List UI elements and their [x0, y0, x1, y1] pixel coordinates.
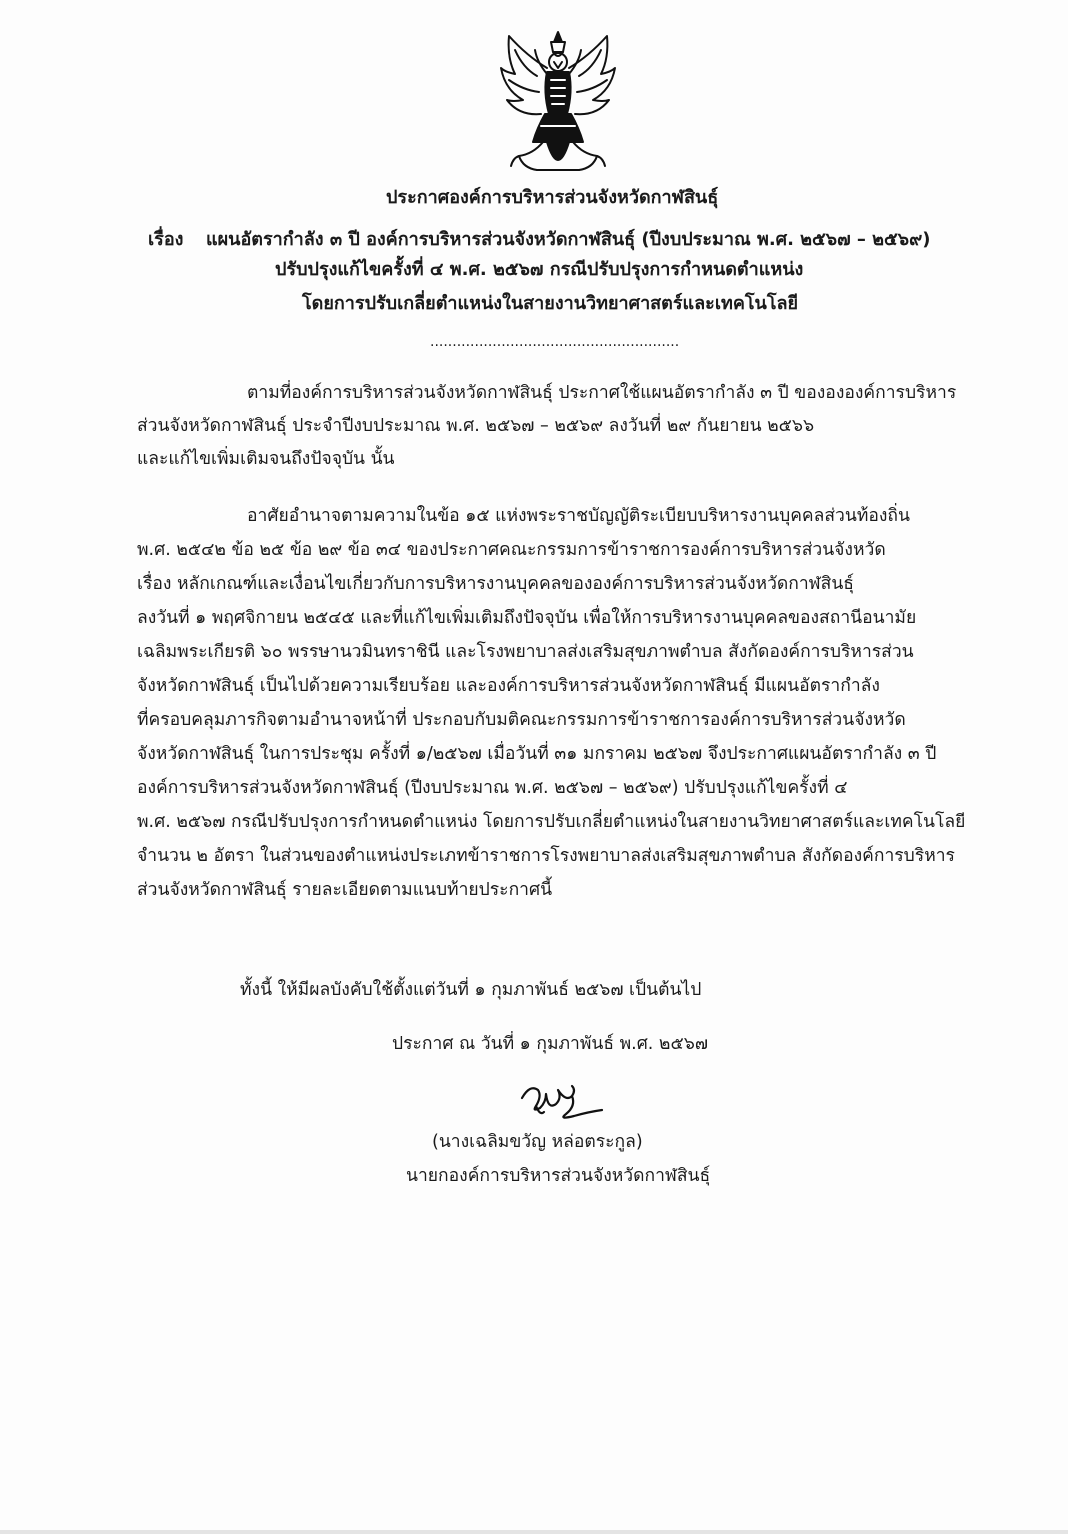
- paragraph1-line: ตามที่องค์การบริหารส่วนจังหวัดกาฬสินธุ์ ประกาศใช้แผนอัตรากำลัง ๓ ปี ของององค์การบริหาร: [247, 383, 957, 403]
- effective-date: ทั้งนี้ ให้มีผลบังคับใช้ตั้งแต่วันที่ ๑ กุมภาพันธ์ ๒๕๖๗ เป็นต้นไป: [240, 980, 702, 1000]
- announced-date: ประกาศ ณ วันที่ ๑ กุมภาพันธ์ พ.ศ. ๒๕๖๗: [392, 1034, 708, 1054]
- signature-mark: [516, 1072, 608, 1128]
- page-bottom-edge: [0, 1530, 1068, 1534]
- paragraph2-line: องค์การบริหารส่วนจังหวัดกาฬสินธุ์ (ปีงบประมาณ พ.ศ. ๒๕๖๗ – ๒๕๖๙) ปรับปรุงแก้ไขครั้งที่ ๔: [137, 778, 848, 798]
- signer-name: (นางเฉลิมขวัญ หล่อตระกูล): [432, 1132, 643, 1152]
- separator-dots: ........................................................: [430, 334, 680, 350]
- announcement-title: ประกาศองค์การบริหารส่วนจังหวัดกาฬสินธุ์: [386, 187, 719, 208]
- subject-line-3: โดยการปรับเกลี่ยตำแหน่งในสายงานวิทยาศาสตร์และเทคโนโลยี: [302, 293, 799, 314]
- paragraph2-line: ที่ครอบคลุมภารกิจตามอำนาจหน้าที่ ประกอบกับมติคณะกรรมการข้าราชการองค์การบริหารส่วนจังหวัด: [137, 710, 906, 730]
- paragraph2-line: ลงวันที่ ๑ พฤศจิกายน ๒๕๔๕ และที่แก้ไขเพิ่มเติมถึงปัจจุบัน เพื่อให้การบริหารงานบุคคลของสถานีอนามัย: [137, 608, 917, 628]
- subject-line-1: แผนอัตรากำลัง ๓ ปี องค์การบริหารส่วนจังหวัดกาฬสินธุ์ (ปีงบประมาณ พ.ศ. ๒๕๖๗ – ๒๕๖๙): [206, 229, 931, 250]
- paragraph2-line: พ.ศ. ๒๕๔๒ ข้อ ๒๕ ข้อ ๒๙ ข้อ ๓๔ ของประกาศคณะกรรมการข้าราชการองค์การบริหารส่วนจังหวัด: [137, 540, 886, 560]
- paragraph2-line: พ.ศ. ๒๕๖๗ กรณีปรับปรุงการกำหนดตำแหน่ง โดยการปรับเกลี่ยตำแหน่งในสายงานวิทยาศาสตร์และเทคโนโลยี: [137, 812, 966, 832]
- paragraph2-line: อาศัยอำนาจตามความในข้อ ๑๕ แห่งพระราชบัญญัติระเบียบบริหารงานบุคคลส่วนท้องถิ่น: [247, 506, 910, 526]
- paragraph2-line: ส่วนจังหวัดกาฬสินธุ์ รายละเอียดตามแนบท้ายประกาศนี้: [137, 880, 553, 900]
- subject-line-2: ปรับปรุงแก้ไขครั้งที่ ๔ พ.ศ. ๒๕๖๗ กรณีปรับปรุงการกำหนดตำแหน่ง: [275, 259, 804, 280]
- paragraph2-line: เรื่อง หลักเกณฑ์และเงื่อนไขเกี่ยวกับการบริหารงานบุคคลขององค์การบริหารส่วนจังหวัดกาฬสินธุ์: [137, 574, 854, 594]
- garuda-emblem-icon: [497, 28, 619, 180]
- paragraph1-line: ส่วนจังหวัดกาฬสินธุ์ ประจำปีงบประมาณ พ.ศ. ๒๕๖๗ – ๒๕๖๙ ลงวันที่ ๒๙ กันยายน ๒๕๖๖: [137, 416, 815, 436]
- paragraph2-line: จังหวัดกาฬสินธุ์ ในการประชุม ครั้งที่ ๑/๒๕๖๗ เมื่อวันที่ ๓๑ มกราคม ๒๕๖๗ จึงประกาศแผนอัตรากำลัง ๓ ปี: [137, 744, 937, 764]
- paragraph2-line: จำนวน ๒ อัตรา ในส่วนของตำแหน่งประเภทข้าราชการโรงพยาบาลส่งเสริมสุขภาพตำบล สังกัดองค์การบริหาร: [137, 846, 955, 866]
- signer-position: นายกองค์การบริหารส่วนจังหวัดกาฬสินธุ์: [406, 1166, 711, 1186]
- paragraph1-line: และแก้ไขเพิ่มเติมจนถึงปัจจุบัน นั้น: [137, 449, 395, 469]
- paragraph2-line: จังหวัดกาฬสินธุ์ เป็นไปด้วยความเรียบร้อย และองค์การบริหารส่วนจังหวัดกาฬสินธุ์ มีแผนอัตรากำลัง: [137, 676, 880, 696]
- subject-label: เรื่อง: [148, 229, 184, 250]
- paragraph2-line: เฉลิมพระเกียรติ ๖๐ พรรษานวมินทราชินี และโรงพยาบาลส่งเสริมสุขภาพตำบล สังกัดองค์การบริหารส่วน: [137, 642, 914, 662]
